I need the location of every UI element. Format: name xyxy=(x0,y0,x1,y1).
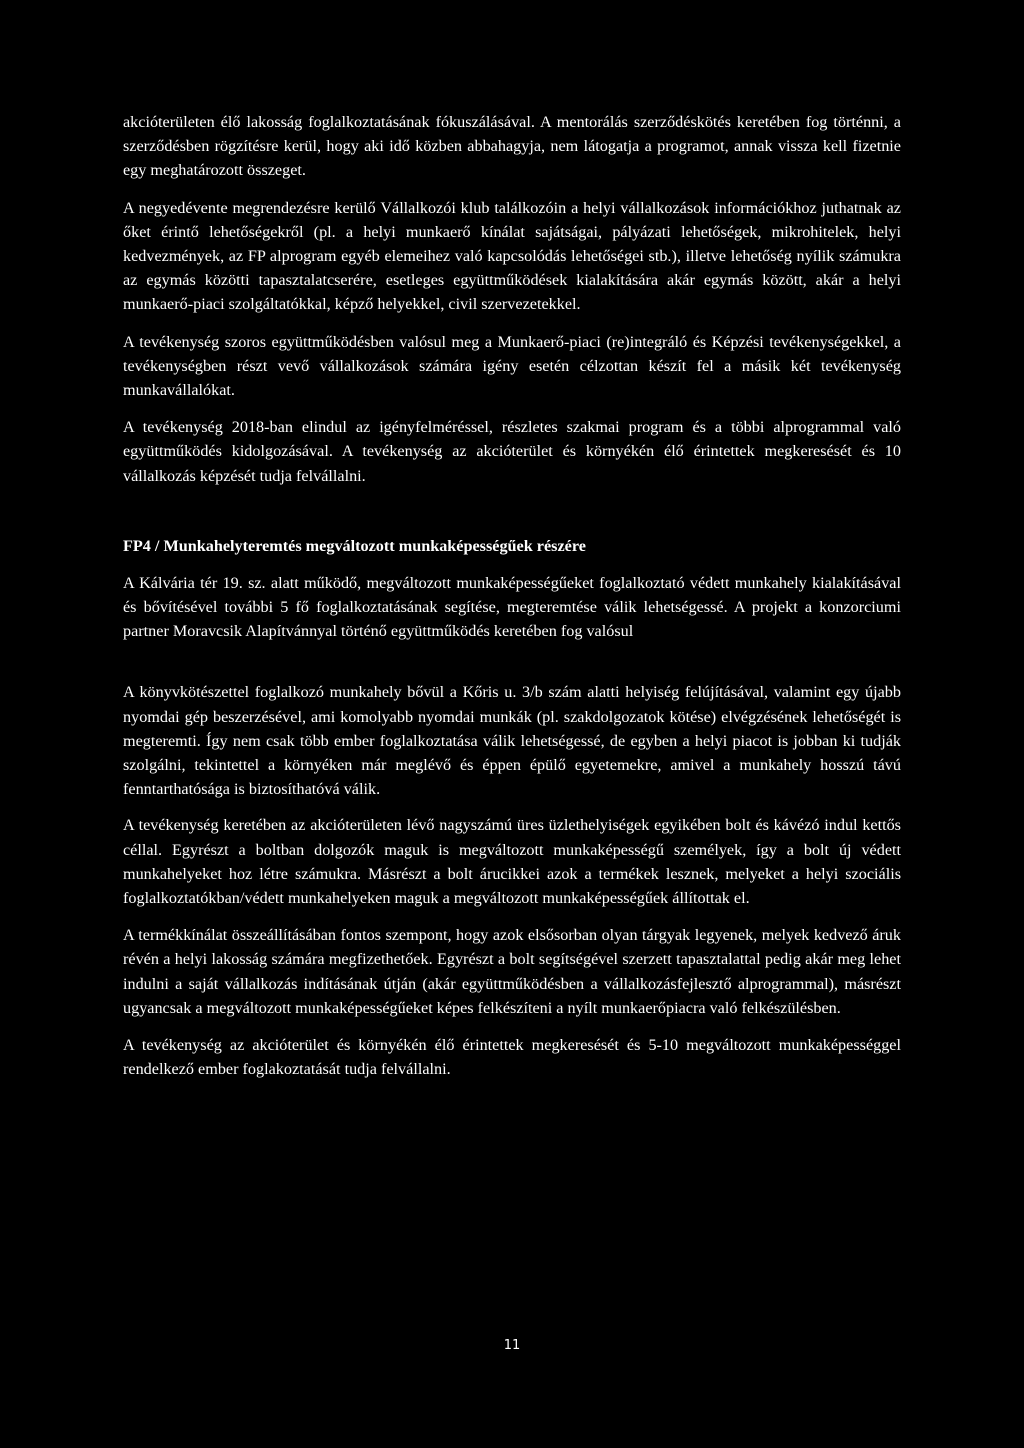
paragraph-product-range: A termékkínálat összeállításában fontos szempont, hogy azok elsősorban olyan tárgyak legyenek, melyek kedvező áruk révén a helyi lakosság számára megfizethetőek. Egyrészt a bolt segítségével szerzett tapasztalattal pedig akár meg lehet indulni a saját vállalkozás indításának útján (akár együttműködésben a vállalkozásfejlesztő alprogrammal), másrészt ugyancsak a megváltozott munkaképességűeket képes felkészíteni a nyílt munkaerőpiacra való felkészülésben. xyxy=(123,926,901,1017)
page-content xyxy=(123,110,901,1082)
paragraph-capacity: A tevékenység az akcióterület és környékén élő érintettek megkeresését és 5-10 megváltozott munkaképességgel rendelkező ember foglakoztatását tudja felvállalni. xyxy=(123,1036,901,1079)
paragraph-shop-cafe: A tevékenység keretében az akcióterületen lévő nagyszámú üres üzlethelyiségek egyikében bolt és kávézó indul kettős céllal. Egyrészt a boltban dolgozók maguk is megváltozott munkaképességű személyek, így a bolt új védett munkahelyeket hoz létre számukra. Másrészt a bolt árucikkei azok a termékek lesznek, melyeket a helyi szociális foglalkoztatókban/védett munkahelyeken maguk a megváltozott munkaképességűek állítottak el. xyxy=(123,816,901,908)
page-number: 11 xyxy=(503,1338,521,1353)
paragraph-cooperation: A tevékenység szoros együttműködésben valósul meg a Munkaerő-piaci (re)integráló és Képzési tevékenységekkel, a tevékenységben részt vevő vállalkozások számára igény esetén célzottan készít fel a másik két tevékenység munkavállalókat. xyxy=(123,332,901,400)
paragraph-schedule: A tevékenység 2018-ban elindul az igényfelméréssel, részletes szakmai program és a többi alprogrammal való együttműködés kidolgozásával. A tevékenység az akcióterület és környékén élő érintettek megkeresését és 10 vállalkozás képzését tudja felvállalni. xyxy=(123,418,901,485)
paragraph-bookbinding: A könyvkötészettel foglalkozó munkahely bővül a Kőris u. 3/b szám alatti helyiség felújításával, valamint egy újabb nyomdai gép beszerzésével, ami komolyabb nyomdai munkák (pl. szakdolgozatok kötése) elvégzésének lehetőségét is megteremti. Így nem csak több ember foglalkoztatása válik lehetségessé, de egyben a helyi piacot is jobban ki tudják szolgálni, tekintettel a környéken már meglévő és éppen épülő egyetemekre, amivel a munkahely hosszú távú fenntarthatósága is biztosíthatóvá válik. xyxy=(123,683,901,799)
section-heading-fp4: FP4 / Munkahelyteremtés megváltozott munkaképességűek részére xyxy=(123,536,586,555)
paragraph-entrepreneur-club: A negyedévente megrendezésre kerülő Vállalkozói klub találkozóin a helyi vállalkozások információkhoz juthatnak az őket érintő lehetőségekről (pl. a helyi munkaerő kínálat sajátságai, pályázati lehetőségek, mikrohitelek, helyi kedvezmények, az FP alprogram egyéb elemeihez való kapcsolódás lehetőségei stb.), illetve lehetőség nyílik számukra az egymás közötti tapasztalatcserére, esetleges együttműködések kialakítására akár egymás között, akár a helyi munkaerő-piaci szolgáltatókkal, képző helyekkel, civil szervezetekkel. xyxy=(123,198,901,314)
paragraph-protected-workplace: A Kálvária tér 19. sz. alatt működő, megváltozott munkaképességűeket foglalkoztató védett munkahely kialakításával és bővítésével további 5 fő foglalkoztatásának segítése, megteremtése válik lehetségessé. A projekt a konzorciumi partner Moravcsik Alapítvánnyal történő együttműködés keretében fog valósul xyxy=(123,573,901,641)
paragraph-mentoring: akcióterületen élő lakosság foglalkoztatásának fókuszálásával. A mentorálás szerződéskötés keretében fog történni, a szerződésben rögzítésre kerül, hogy aki idő közben abbahagyja, nem látogatja a programot, annak vissza kell fizetnie egy meghatározott összeget. xyxy=(123,113,901,180)
